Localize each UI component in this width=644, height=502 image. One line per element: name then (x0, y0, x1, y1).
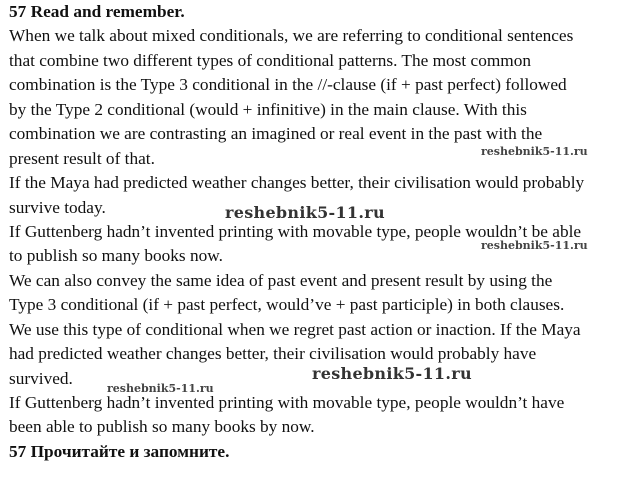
text-line: When we talk about mixed conditionals, we are referring to conditional sentences (9, 26, 574, 46)
text-line: combination we are contrasting an imagined or real event in the past with the (9, 124, 543, 144)
text-line: had predicted weather changes better, their civilisation would probably have (9, 344, 537, 364)
example-line: If Guttenberg hadn’t invented printing with movable type, people wouldn’t have (9, 393, 565, 412)
text-line: combination is the Type 3 conditional in the //-clause (if + past perfect) followed (9, 75, 567, 95)
text-line: that combine two different types of conditional patterns. The most common (9, 50, 532, 70)
text-line: We use this type of conditional when we regret past action or inaction. If the Maya (9, 319, 581, 339)
text-line: present result of that. (9, 148, 155, 168)
text-line: by the Type 2 conditional (would + infinitive) in the main clause. With this (9, 99, 527, 119)
watermark: reshebnik5-11.ru (312, 364, 472, 383)
watermark: reshebnik5-11.ru (107, 382, 214, 395)
exercise-heading: 57 Read and remember. (9, 2, 185, 21)
example-line: If the Maya had predicted weather changes better, their civilisation would probably (9, 173, 585, 193)
text-line: Type 3 conditional (if + past perfect, would’ve + past participle) in both clauses. (9, 295, 565, 315)
document-body (9, 0, 639, 464)
example-line: been able to publish so many books by now. (9, 417, 315, 437)
text-line: survived. (9, 368, 73, 388)
text-line: We can also convey the same idea of past event and present result by using the (9, 270, 553, 290)
watermark: reshebnik5-11.ru (225, 203, 385, 222)
watermark: reshebnik5-11.ru (481, 239, 588, 252)
example-line: survive today. (9, 197, 106, 217)
exercise-heading-russian: 57 Прочитайте и запомните. (9, 441, 230, 461)
example-line: to publish so many books now. (9, 246, 223, 266)
watermark: reshebnik5-11.ru (481, 145, 588, 158)
example-line: If Guttenberg hadn’t invented printing with movable type, people wouldn’t be able (9, 221, 582, 241)
